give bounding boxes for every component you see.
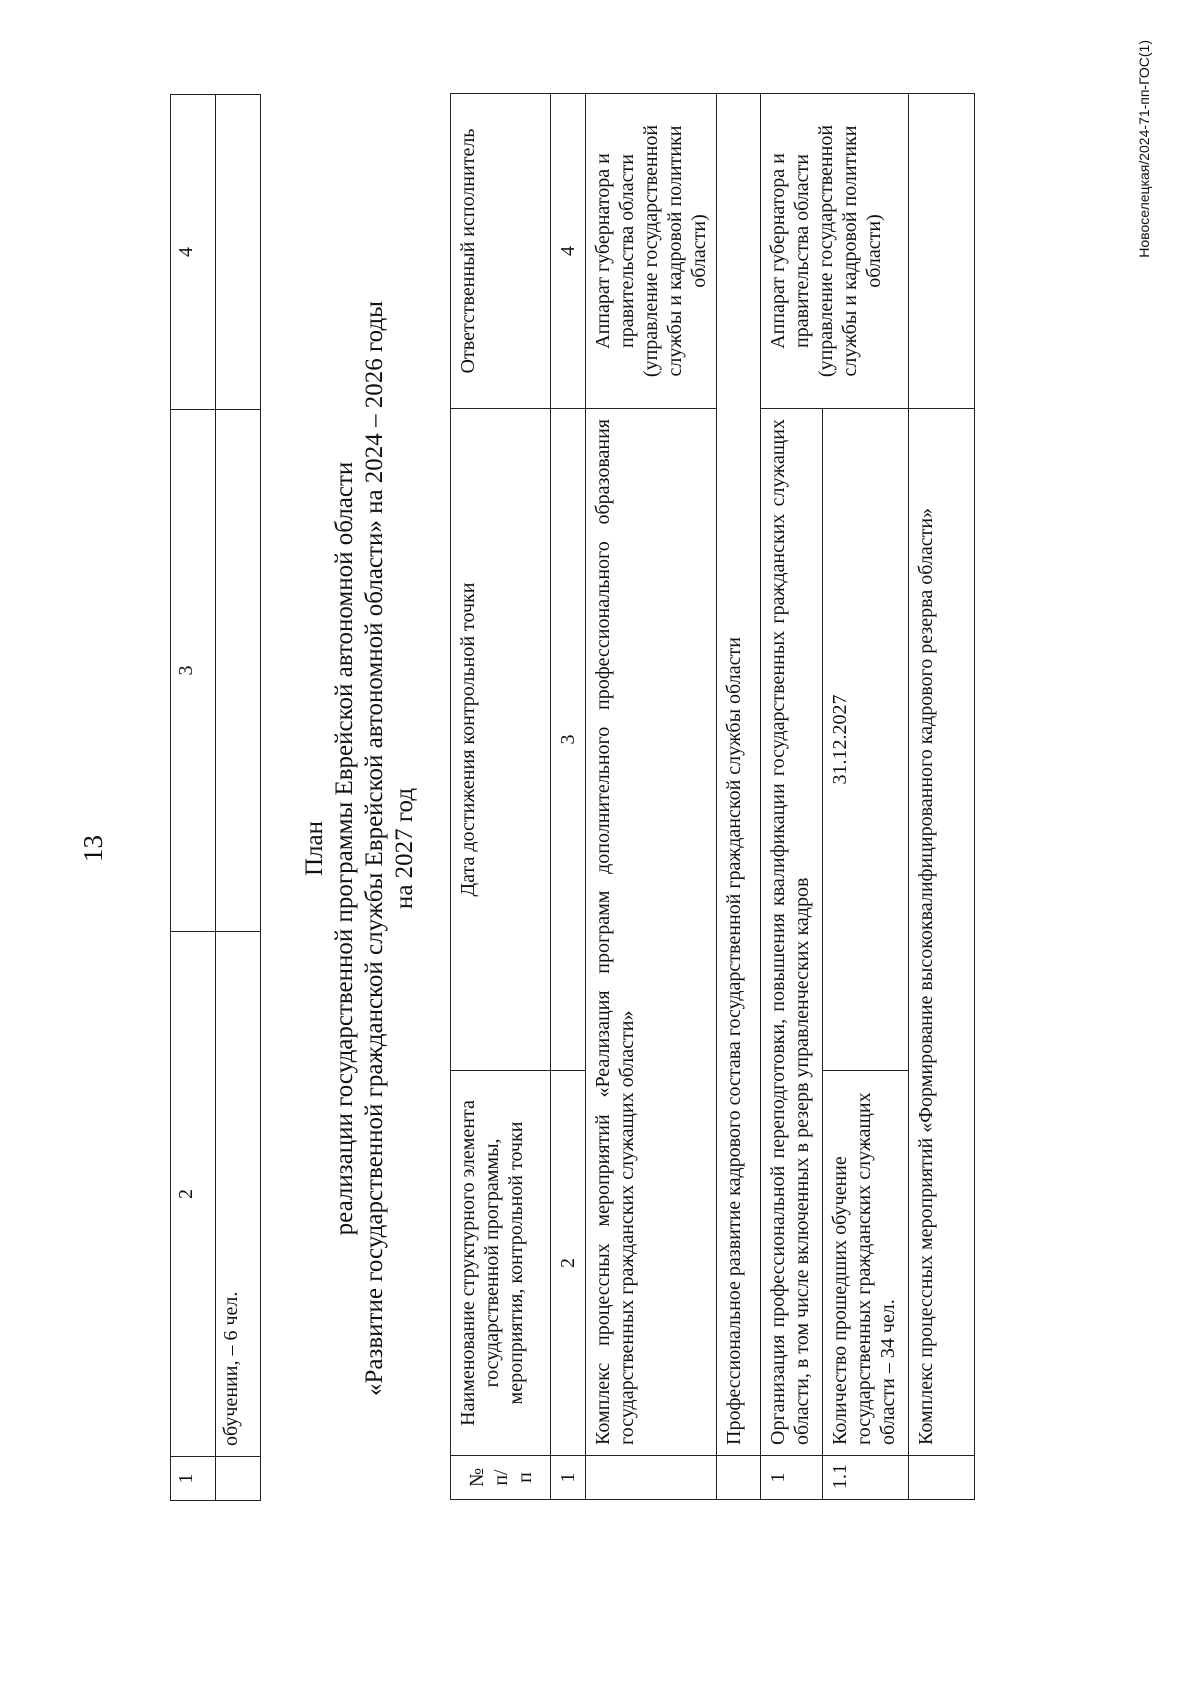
complex2-row (909, 94, 975, 1500)
plan-header-row (451, 94, 551, 1500)
item1-1-num: 1.1 (823, 1456, 909, 1500)
item1-1-date: 31.12.2027 (823, 409, 909, 1071)
plan-table (450, 93, 975, 1500)
item1-executor: Аппарат губернатора и правительства области (управление государственной службы и кадровой политики области) (761, 94, 909, 409)
complex2-text: Комплекс процессных мероприятий «Формирование высококвалифицированного кадрового резерва области» (909, 409, 975, 1456)
item1-row (761, 94, 823, 1500)
continuation-row (216, 95, 261, 1501)
col-header-2: 2 (171, 932, 216, 1457)
title-line-2: реализации государственной программы Еврейской автономной области (331, 461, 358, 1236)
complex1-text: Комплекс процессных мероприятий «Реализация программ дополнительного профессионального образования государственных гражданских служащих области» (586, 409, 717, 1456)
item1-num: 1 (761, 1456, 823, 1500)
title-line-3: «Развитие государственной гражданской службы Еврейской автономной области» на 2024 – 2026 годы (361, 301, 388, 1396)
continuation-header-row (171, 95, 216, 1501)
section-row (717, 94, 761, 1500)
plan-title (300, 0, 420, 1697)
item1-text: Организация профессиональной переподготовки, повышения квалификации государственных гражданских служащих области, в том числе включенных в резерв управленческих кадров (761, 409, 823, 1456)
complex1-row (586, 94, 717, 1500)
header-executor: Ответственный исполнитель (451, 94, 551, 409)
section-text: Профессиональное развитие кадрового состава государственной гражданской службы области (717, 94, 761, 1456)
number-cell-4: 4 (551, 94, 586, 409)
header-num: № п/п (451, 1456, 551, 1500)
title-line-1: План (301, 821, 328, 877)
col-header-4: 4 (171, 95, 216, 410)
complex1-executor: Аппарат губернатора и правительства области (управление государственной службы и кадровой политики области) (586, 94, 717, 409)
title-line-4: на 2027 год (391, 787, 418, 910)
continuation-text: обучении, – 6 чел. (216, 932, 261, 1457)
document-code: Новоселецкая/2024-71-пп-ГОС(1) (1136, 40, 1152, 258)
header-date: Дата достижения контрольной точки (451, 409, 551, 1071)
col-header-1: 1 (171, 1457, 216, 1501)
number-cell-1: 1 (551, 1456, 586, 1500)
numbers-row (551, 94, 586, 1500)
number-cell-3: 3 (551, 409, 586, 1071)
number-cell-2: 2 (551, 1071, 586, 1456)
continuation-table (170, 94, 261, 1501)
item1-1-text: Количество прошедших обучение государственных гражданских служащих области – 34 чел. (823, 1071, 909, 1456)
page-number: 13 (78, 835, 108, 862)
col-header-3: 3 (171, 410, 216, 932)
header-name: Наименование структурного элемента государственной программы, мероприятия, контрольной точки (451, 1071, 551, 1456)
